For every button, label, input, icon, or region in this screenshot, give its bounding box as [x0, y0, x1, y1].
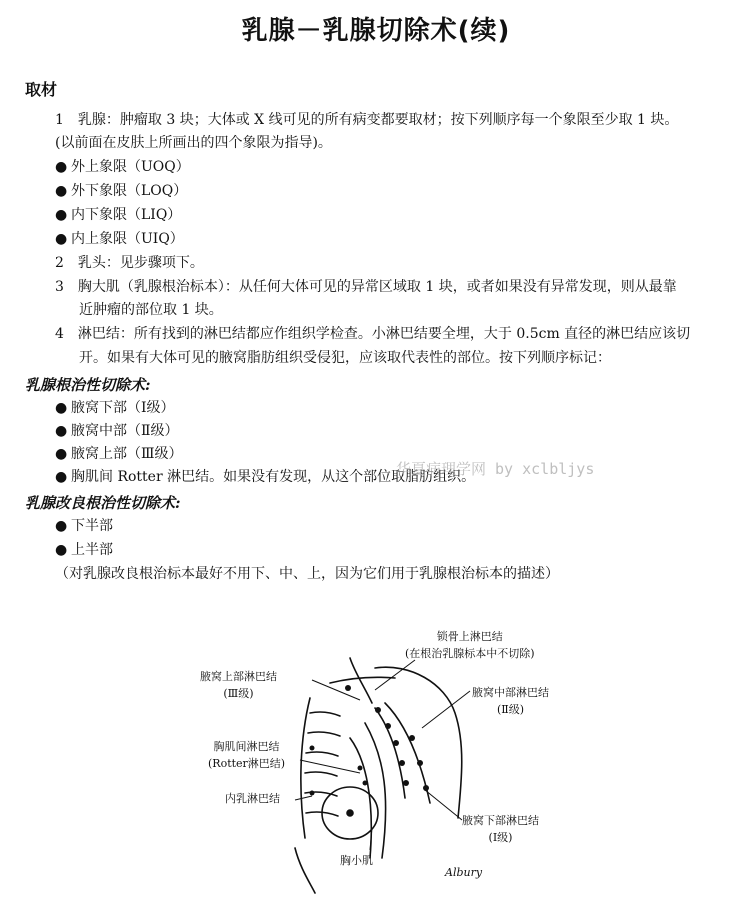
- lymph-node: [399, 760, 405, 766]
- list-item-text: 内下象限（LIQ）: [71, 207, 182, 223]
- label-text: 腋窝上部淋巴结: [200, 670, 277, 683]
- list-item-text: 下半部: [71, 518, 113, 534]
- page-title: 乳腺－乳腺切除术(续): [241, 16, 511, 46]
- text-line: 1 乳腺：肿瘤取 3 块；大体或 X 线可见的所有病变都要取材；按下列顺序每一个象限至少取 1 块。: [55, 112, 679, 128]
- subheading-modified: 乳腺改良根治性切除术:: [25, 494, 181, 512]
- list-item-text: 内上象限（UIQ）: [71, 231, 184, 247]
- sternum-line: [301, 698, 310, 838]
- note-text: （对乳腺改良根治标本最好不用下、中、上，因为它们用于乳腺根治标本的描述）: [55, 566, 559, 582]
- bullet-icon: ●: [55, 400, 68, 416]
- neck-line: [350, 658, 372, 703]
- lymph-node: [358, 766, 363, 771]
- label-pectoralis-minor: [340, 852, 373, 869]
- body-outline: [295, 848, 315, 893]
- list-item-text: 外下象限（LOQ）: [71, 183, 188, 199]
- rib: [310, 712, 340, 716]
- list-item-text: 腋窝下部（Ⅰ级）: [71, 400, 175, 416]
- label-internal-mammary: [225, 790, 280, 807]
- label-text: 腋窝中部淋巴结: [472, 686, 549, 699]
- section-heading: 取材: [25, 80, 58, 99]
- bullet-icon: ●: [55, 231, 68, 247]
- list-item-text: 上半部: [71, 542, 113, 558]
- text-line: 开。如果有大体可见的腋窝脂肪组织受侵犯，应该取代表性的部位。按下列顺序标记：: [79, 350, 611, 366]
- lymph-node: [423, 785, 429, 791]
- list-item-text: 腋窝中部（Ⅱ级）: [71, 423, 179, 439]
- bullet-icon: ●: [55, 207, 68, 223]
- list-item: [55, 181, 187, 201]
- bullet-icon: ●: [55, 542, 68, 558]
- lymph-node: [310, 746, 315, 751]
- label-text: 胸小肌: [340, 854, 373, 867]
- subheading-radical: 乳腺根治性切除术:: [25, 376, 151, 394]
- label-axillary-middle: [472, 684, 549, 718]
- label-text: 腋窝下部淋巴结: [462, 814, 539, 827]
- label-text: (Ⅰ级): [488, 831, 513, 844]
- lymph-node: [409, 735, 415, 741]
- bullet-icon: ●: [55, 183, 68, 199]
- leader-line: [312, 680, 360, 700]
- list-item-text: 腋窝上部（Ⅲ级）: [71, 446, 183, 462]
- lymph-node: [417, 760, 423, 766]
- bullet-icon: ●: [55, 159, 68, 175]
- list-item: [55, 444, 183, 464]
- rib: [306, 752, 338, 756]
- label-axillary-lower: [462, 812, 539, 846]
- label-text: 锁骨上淋巴结: [436, 630, 503, 643]
- list-item: [55, 516, 113, 536]
- lymph-node: [385, 723, 391, 729]
- shoulder-outline: [375, 667, 462, 818]
- list-item: [55, 398, 175, 418]
- label-text: (Ⅲ级): [223, 687, 254, 700]
- artist-signature: [445, 864, 482, 881]
- bullet-icon: ●: [55, 469, 68, 485]
- bullet-icon: ●: [55, 518, 68, 534]
- rib: [308, 732, 340, 736]
- list-item-text: 胸肌间 Rotter 淋巴结。如果没有发现，从这个部位取脂肪组织。: [71, 469, 476, 485]
- leader-line: [300, 760, 360, 773]
- label-supraclavicular: [405, 628, 535, 662]
- text-line: (以前面在皮肤上所画出的四个象限为指导)。: [55, 135, 332, 151]
- list-item: [55, 229, 184, 249]
- bullet-icon: ●: [55, 446, 68, 462]
- lymph-node: [393, 740, 399, 746]
- leader-line: [375, 660, 415, 690]
- watermark: 华夏病理学网 by xclbljys: [396, 460, 595, 478]
- text-line: 近肿瘤的部位取 1 块。: [79, 302, 223, 318]
- rib: [305, 772, 337, 776]
- label-rotter: [208, 738, 285, 772]
- lymph-node: [403, 780, 409, 786]
- text-line: 2 乳头：见步骤项下。: [55, 255, 204, 271]
- lymph-node: [375, 707, 381, 713]
- label-text: 胸肌间淋巴结: [213, 740, 280, 753]
- list-item: [55, 205, 181, 225]
- nipple: [347, 810, 353, 816]
- list-item-text: 外上象限（UOQ）: [71, 159, 190, 175]
- signature-text: Albury: [445, 866, 483, 879]
- bullet-icon: ●: [55, 423, 68, 439]
- list-item: [55, 157, 190, 177]
- list-item: [55, 540, 113, 560]
- text-line: 3 胸大肌（乳腺根治标本）：从任何大体可见的异常区域取 1 块，或者如果没有异常发现，则从最靠: [55, 279, 677, 295]
- lymph-node-diagram: [200, 628, 560, 898]
- list-item: [55, 421, 179, 441]
- pectoralis-minor: [350, 738, 371, 858]
- text-line: 4 淋巴结：所有找到的淋巴结都应作组织学检查。小淋巴结要全埋，大于 0.5cm 直径的淋巴结应该切: [55, 326, 691, 342]
- lymph-node: [363, 781, 368, 786]
- label-text: (Rotter淋巴结): [208, 757, 286, 770]
- leader-line: [425, 790, 462, 820]
- lymph-node: [310, 791, 315, 796]
- leader-line: [295, 796, 312, 800]
- lymph-node: [345, 685, 351, 691]
- label-text: (在根治乳腺标本中不切除): [405, 647, 535, 660]
- label-text: (Ⅱ级): [496, 703, 525, 716]
- label-text: 内乳淋巴结: [225, 792, 280, 805]
- label-axillary-upper: [200, 668, 277, 702]
